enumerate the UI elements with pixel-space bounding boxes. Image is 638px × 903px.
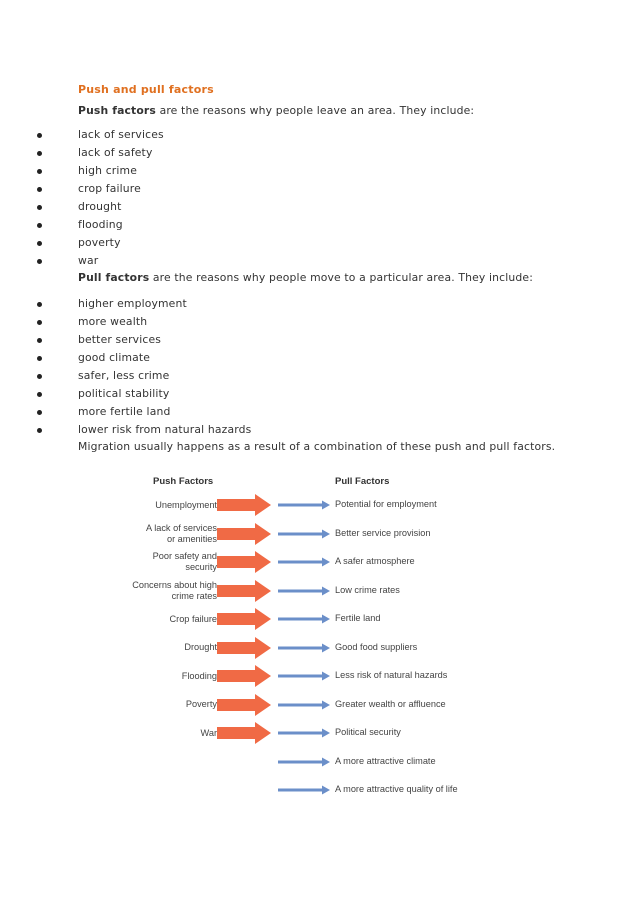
push-factor-label: Flooding — [181, 670, 217, 681]
push-factor-label: Poverty — [185, 699, 217, 709]
pull-intro — [78, 271, 533, 284]
push-arrow-icon — [217, 722, 271, 744]
push-factor-label: War — [200, 727, 217, 738]
list-item — [0, 349, 251, 367]
list-item — [0, 180, 164, 198]
push-factor-label: Poor safety and security — [152, 551, 217, 572]
list-item-text: lack of services — [78, 128, 164, 141]
bullet-icon — [37, 374, 42, 379]
list-item — [0, 331, 251, 349]
bullet-icon — [37, 169, 42, 174]
push-pull-diagram — [115, 470, 485, 810]
list-item — [0, 198, 164, 216]
list-item — [0, 367, 251, 385]
push-factor-label: Unemployment — [155, 499, 217, 510]
list-item — [0, 216, 164, 234]
push-arrow-icon — [217, 523, 271, 545]
push-arrow-icon — [217, 665, 271, 687]
push-factors-list — [0, 126, 164, 270]
push-arrow-icon — [217, 580, 271, 602]
list-item — [0, 295, 251, 313]
bullet-icon — [37, 187, 42, 192]
pull-arrow-icon — [278, 614, 330, 624]
list-item — [0, 126, 164, 144]
pull-arrow-icon — [278, 643, 330, 653]
list-item — [0, 385, 251, 403]
push-arrow-icon — [217, 694, 271, 716]
list-item-text: higher employment — [78, 297, 187, 310]
push-arrow-icon — [217, 608, 271, 630]
push-factors-header: Push Factors — [153, 476, 214, 487]
pull-arrow-icon — [278, 757, 330, 767]
pull-arrow-icon — [278, 500, 330, 510]
list-item-text: lack of safety — [78, 146, 153, 159]
pull-factor-label: Good food suppliers — [335, 641, 418, 652]
list-item-text: flooding — [78, 218, 123, 231]
pull-factor-label: Fertile land — [335, 613, 381, 623]
bullet-icon — [37, 241, 42, 246]
list-item-text: political stability — [78, 387, 170, 400]
push-factor-label: A lack of services or amenities — [146, 522, 217, 544]
push-factor-label: Crop failure — [169, 613, 217, 624]
push-intro — [78, 104, 474, 117]
pull-factor-label: Potential for employment — [335, 499, 437, 509]
list-item — [0, 403, 251, 421]
push-intro-bold: Push factors — [78, 104, 156, 117]
bullet-icon — [37, 259, 42, 264]
list-item — [0, 421, 251, 439]
bullet-icon — [37, 428, 42, 433]
bullet-icon — [37, 410, 42, 415]
list-item — [0, 252, 164, 270]
list-item-text: lower risk from natural hazards — [78, 423, 252, 436]
bullet-icon — [37, 338, 42, 343]
push-factor-label: Concerns about high crime rates — [132, 579, 217, 601]
pull-factor-label: Less risk of natural hazards — [335, 670, 448, 680]
push-arrow-icon — [217, 637, 271, 659]
pull-factor-label: Greater wealth or affluence — [335, 698, 446, 709]
list-item — [0, 144, 164, 162]
list-item-text: good climate — [78, 351, 151, 364]
pull-arrow-icon — [278, 529, 330, 539]
pull-factors-list — [0, 295, 251, 439]
list-item-text: crop failure — [78, 182, 141, 195]
push-factor-label: Drought — [184, 642, 217, 652]
pull-factor-label: A more attractive climate — [335, 755, 436, 766]
bullet-icon — [37, 302, 42, 307]
pull-arrow-icon — [278, 785, 330, 795]
pull-arrow-icon — [278, 557, 330, 567]
list-item — [0, 234, 164, 252]
pull-arrow-icon — [278, 728, 330, 738]
list-item-text: more fertile land — [78, 405, 171, 418]
bullet-icon — [37, 205, 42, 210]
list-item-text: high crime — [78, 164, 138, 177]
conclusion-text: Migration usually happens as a result of a combination of these push and pull factors. — [78, 440, 556, 453]
bullet-icon — [37, 151, 42, 156]
list-item — [0, 162, 164, 180]
page-heading: Push and pull factors — [78, 83, 214, 96]
bullet-icon — [37, 392, 42, 397]
pull-arrow-icon — [278, 700, 330, 710]
bullet-icon — [37, 133, 42, 138]
pull-factor-label: A more attractive quality of life — [335, 784, 458, 794]
pull-intro-bold: Pull factors — [78, 271, 150, 284]
push-arrow-icon — [217, 494, 271, 516]
bullet-icon — [37, 356, 42, 361]
pull-factor-label: A safer atmosphere — [335, 556, 415, 566]
pull-factor-label: Low crime rates — [335, 584, 400, 595]
push-intro-text: are the reasons why people leave an area. They include: — [155, 104, 475, 117]
pull-factor-label: Political security — [335, 727, 401, 737]
pull-intro-text: are the reasons why people move to a particular area. They include: — [149, 271, 533, 284]
bullet-icon — [37, 320, 42, 325]
push-arrow-icon — [217, 551, 271, 573]
bullet-icon — [37, 223, 42, 228]
list-item-text: safer, less crime — [78, 369, 170, 382]
list-item-text: drought — [78, 200, 122, 213]
list-item-text: better services — [78, 333, 162, 346]
pull-arrow-icon — [278, 586, 330, 596]
pull-arrow-icon — [278, 671, 330, 681]
list-item-text: poverty — [78, 236, 121, 249]
list-item — [0, 313, 251, 331]
list-item-text: war — [78, 254, 99, 267]
pull-factor-label: Better service provision — [335, 527, 431, 538]
pull-factors-header: Pull Factors — [335, 476, 390, 487]
list-item-text: more wealth — [78, 315, 148, 328]
